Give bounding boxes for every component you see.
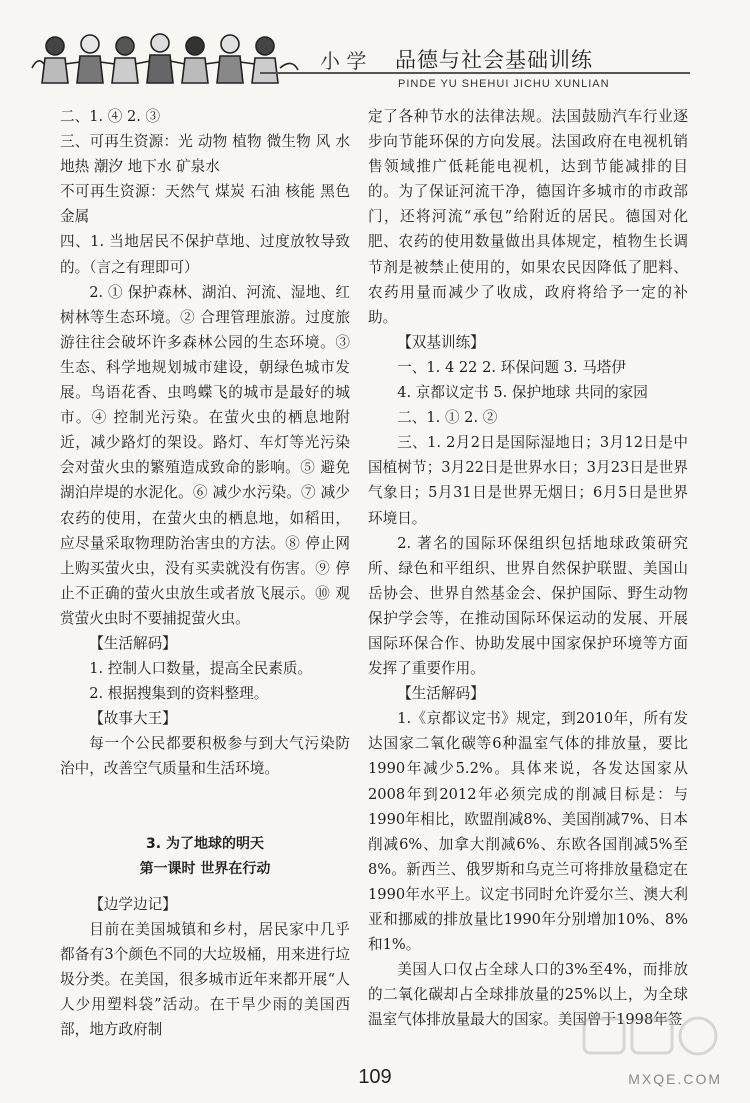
- paragraph: 二、1. ① 2. ②: [397, 409, 498, 427]
- right-column: [368, 104, 688, 1032]
- book-title-pinyin: PINDE YU SHEHUI JICHU XUNLIAN: [398, 78, 610, 90]
- paragraph: 1. 控制人口数量，提高全民素质。: [89, 660, 313, 678]
- section-heading: 【故事大王】: [89, 710, 177, 728]
- paragraph: 一、1. 4 22 2. 环保问题 3. 马塔伊: [397, 358, 626, 376]
- page-number: 109: [358, 1066, 392, 1088]
- paragraph: 2. ① 保护森林、湖泊、河流、湿地、红树林等生态环境。② 合理管理旅游。过度旅游往往会破坏许多森林公园的生态环境。③ 生态、科学地规划城市建设，朝绿色城市发展。鸟语花香、虫鸣蝶飞的城市是最好的城市。④ 控制光污染。在萤火虫的栖息地附近，减少路灯的架设。路灯、车灯等光污染会对萤火虫的繁殖造成致命的影响。⑤ 避免湖泊岸堤的水泥化。⑥ 减少水污染。⑦ 减少农药的使用，在萤火虫的栖息地，如稻田，应尽量采取物理防治害虫的方法。⑧ 停止网上购买萤火虫，没有买卖就没有伤害。⑨ 停止不正确的萤火虫放生或者放飞展示。⑩ 观赏萤火虫时不要捕捉萤火虫。: [60, 283, 350, 627]
- watermark-text: MXQE.COM: [628, 1071, 722, 1087]
- paragraph: 2. 根据搜集到的资料整理。: [89, 685, 269, 703]
- section-heading: 【生活解码】: [89, 634, 177, 652]
- paragraph: 每一个公民都要积极参与到大气污染防治中，改善空气质量和生活环境。: [60, 735, 350, 778]
- paragraph: 三、1. 2月2日是国际湿地日；3月12日是中国植树节；3月22日是世界水日；3月23日是世界气象日；5月31日是世界无烟日；6月5日是世界环境日。: [368, 434, 688, 527]
- chapter-title: 3. 为了地球的明天: [146, 835, 264, 852]
- paragraph: 不可再生资源：天然气 煤炭 石油 核能 黑色金属: [60, 183, 350, 226]
- paragraph: 4. 京都议定书 5. 保护地球 共同的家园: [397, 384, 648, 402]
- children-illustration-icon: [30, 28, 300, 90]
- grade-label: 小 学: [320, 49, 367, 73]
- paragraph: 美国人口仅占全球人口的3%至4%，而排放的二氧化碳却占全球排放量的25%以上，为全球温室气体排放量最大的国家。美国曾于1998年签: [368, 961, 688, 1029]
- section-heading: 【双基训练】: [397, 333, 485, 351]
- lesson-title: 第一课时 世界在行动: [139, 860, 271, 877]
- paragraph: 四、1. 当地居民不保护草地、过度放牧导致的。（言之有理即可）: [60, 233, 350, 276]
- paragraph: 定了各种节水的法律法规。法国鼓励汽车行业逐步向节能环保的方向发展。法国政府在电视机销售领域推广低耗能电视机，达到节能减排的目的。为了保证河流干净，德国许多城市的市政部门，还将河流“承包”给附近的居民。德国对化肥、农药的使用数量做出具体规定，植物生长调节剂是被禁止使用的，如果农民因降低了肥料、农药用量而减少了收成，政府将给予一定的补助。: [368, 108, 688, 326]
- section-heading: 【生活解码】: [397, 685, 485, 703]
- paragraph: 三、可再生资源：光 动物 植物 微生物 风 水 地热 潮汐 地下水 矿泉水: [60, 133, 350, 176]
- book-title: 品德与社会基础训练: [395, 48, 593, 72]
- page-header: [0, 0, 750, 100]
- paragraph: 目前在美国城镇和乡村，居民家中几乎都备有3个颜色不同的大垃圾桶，用来进行垃圾分类。在美国，很多城市近年来都开展“人人少用塑料袋”活动。在干旱少雨的美国西部，地方政府制: [60, 920, 350, 1039]
- left-column: [60, 104, 350, 1042]
- section-heading: 【边学边记】: [89, 895, 177, 913]
- paragraph: 1.《京都议定书》规定，到2010年，所有发达国家二氧化碳等6种温室气体的排放量，要比1990年减少5.2%。具体来说，各发达国家从2008年到2012年必须完成的削减目标是：与1990年相比，欧盟削减8%、美国削减7%、日本削减6%、加拿大削减6%、东欧各国削减5%至8%。新西兰、俄罗斯和乌克兰可将排放量稳定在1990年水平上。议定书同时允许爱尔兰、澳大利亚和挪威的排放量比1990年分别增加10%、8%和1%。: [368, 710, 688, 954]
- paragraph: 2. 著名的国际环保组织包括地球政策研究所、绿色和平组织、世界自然保护联盟、美国山岳协会、世界自然基金会、保护国际、野生动物保护学会等，在推动国际环保运动的发展、开展国际环保合作、协助发展中国家保护环境等方面发挥了重要作用。: [368, 534, 688, 678]
- paragraph: 二、1. ④ 2. ③: [60, 108, 161, 125]
